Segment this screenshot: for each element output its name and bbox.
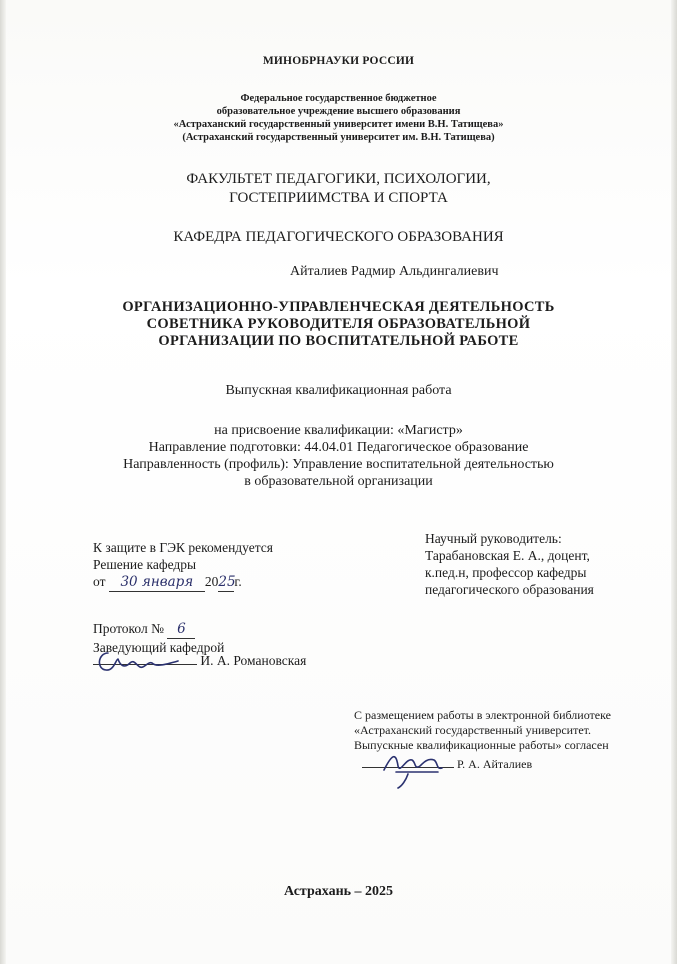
faculty-line: ГОСТЕПРИИМСТВА И СПОРТА: [229, 190, 448, 206]
thesis-title: [0, 299, 677, 350]
consent-block: [354, 708, 674, 753]
org-line: Федеральное государственное бюджетное: [240, 93, 437, 104]
author-signature: [378, 748, 458, 790]
organization-block: [0, 92, 677, 144]
qualification-block: [0, 422, 677, 490]
protocol-number: 6: [167, 621, 195, 639]
handwritten-year: 25: [218, 574, 236, 590]
qualification-line: на присвоение квалификации: «Магистр»: [214, 423, 463, 438]
city-year: Астрахань – 2025: [283, 884, 394, 899]
head-label: Заведующий кафедрой: [93, 640, 225, 655]
faculty-line: ФАКУЛЬТЕТ ПЕДАГОГИКИ, ПСИХОЛОГИИ,: [186, 171, 491, 187]
supervisor-line: Тарабановская Е. А., доцент,: [425, 548, 590, 563]
decision-date: [93, 573, 273, 592]
recommend-text: К защите в ГЭК рекомендуется: [93, 540, 274, 555]
department-heading: КАФЕДРА ПЕДАГОГИЧЕСКОГО ОБРАЗОВАНИЯ: [173, 229, 504, 245]
consent-line: Выпускные квалификационные работы» согласен: [354, 738, 609, 752]
head-name: И. А. Романовская: [200, 653, 307, 668]
org-line: «Астраханский государственный университет имени В.Н. Татищева»: [173, 119, 504, 130]
title-line: СОВЕТНИКА РУКОВОДИТЕЛЯ ОБРАЗОВАТЕЛЬНОЙ: [146, 316, 531, 332]
faculty-heading: [0, 170, 677, 208]
defense-recommendation: [93, 539, 273, 592]
org-line: (Астраханский государственный университет им. В.Н. Татищева): [182, 132, 495, 143]
title-line: ОРГАНИЗАЦИОННО-УПРАВЛЕНЧЕСКАЯ ДЕЯТЕЛЬНОСТЬ: [122, 299, 555, 315]
qualification-line: Направление подготовки: 44.04.01 Педагогическое образование: [148, 440, 529, 455]
year-suffix: г.: [234, 574, 242, 589]
author-name: Айталиев Радмир Альдингалиевич: [290, 264, 499, 279]
consent-line: С размещением работы в электронной библиотеке: [354, 708, 611, 722]
supervisor-label: Научный руководитель:: [425, 531, 562, 546]
protocol-label: Протокол №: [93, 621, 164, 636]
consent-signer: Р. А. Айталиев: [457, 757, 533, 771]
qualification-line: Направленность (профиль): Управление воспитательной деятельностью: [123, 457, 554, 472]
head-signature: [94, 645, 184, 677]
title-line: ОРГАНИЗАЦИИ ПО ВОСПИТАТЕЛЬНОЙ РАБОТЕ: [158, 333, 519, 349]
supervisor-line: к.пед.н, профессор кафедры: [425, 565, 587, 580]
date-prefix: от: [93, 574, 106, 589]
consent-line: «Астраханский государственный университет.: [354, 723, 592, 737]
decision-text: Решение кафедры: [93, 557, 197, 572]
work-type: Выпускная квалификационная работа: [225, 383, 452, 398]
year-prefix: 20: [204, 574, 219, 589]
ministry-heading: МИНОБРНАУКИ РОССИИ: [262, 55, 415, 67]
handwritten-date: 30 января: [109, 574, 205, 592]
qualification-line: в образовательной организации: [244, 474, 433, 489]
supervisor-line: педагогического образования: [425, 582, 594, 597]
supervisor-block: [425, 530, 594, 598]
org-line: образовательное учреждение высшего образования: [216, 106, 461, 117]
